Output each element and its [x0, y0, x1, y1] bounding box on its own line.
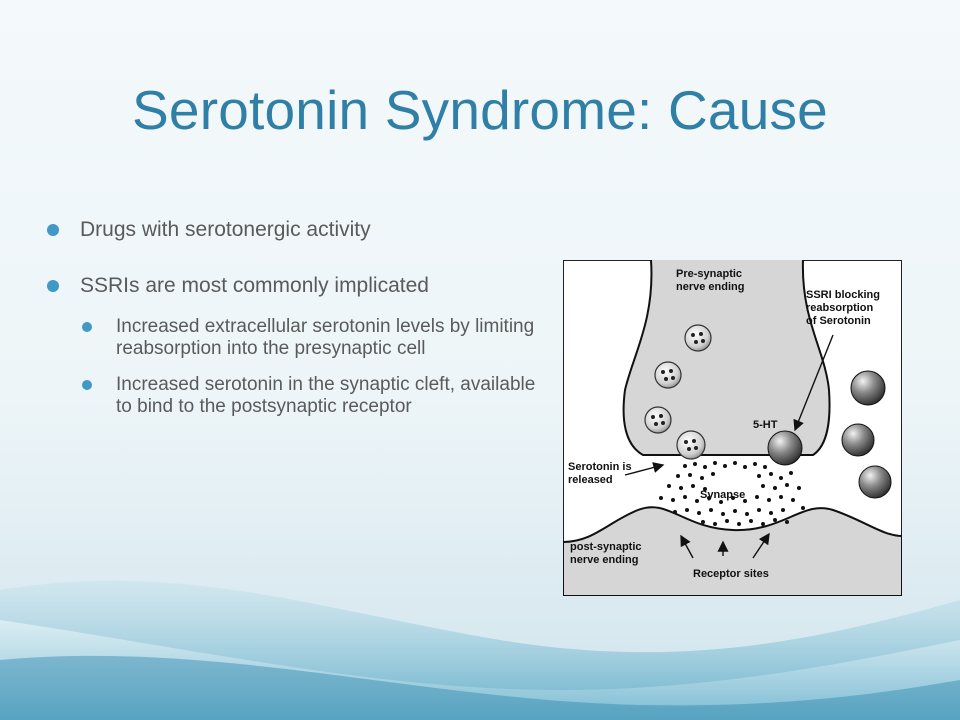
bullet-item	[44, 214, 544, 246]
sub-bullet-item	[80, 316, 544, 360]
label-5ht: 5-HT	[753, 419, 778, 431]
label-presynaptic: nerve ending	[676, 281, 745, 293]
bullet-dot-icon	[82, 322, 92, 332]
label-ssri: reabsorption	[806, 302, 874, 314]
label-presynaptic: Pre-synaptic	[676, 268, 743, 280]
label-released: Serotonin is	[568, 461, 632, 473]
slide-title: Serotonin Syndrome: Cause	[132, 79, 828, 141]
sub-bullet-text: Increased extracellular serotonin levels by limiting reabsorption into the presynaptic cell	[116, 316, 535, 359]
bullet-dot-icon	[82, 380, 92, 390]
bullet-list	[44, 214, 544, 418]
bullet-dot-icon	[47, 224, 59, 236]
label-released: released	[568, 474, 613, 486]
label-synapse: Synapse	[700, 489, 746, 501]
bullet-dot-icon	[47, 280, 59, 292]
bullet-text: Drugs with serotonergic activity	[80, 218, 371, 241]
bullet-item	[44, 270, 544, 302]
label-postsynaptic: post-synaptic	[570, 541, 642, 553]
label-postsynaptic: nerve ending	[570, 554, 639, 566]
sub-bullet-text: Increased serotonin in the synaptic cleft, available to bind to the postsynaptic receptor	[116, 374, 536, 417]
label-ssri: SSRI blocking	[806, 289, 880, 301]
label-receptor-sites: Receptor sites	[693, 568, 769, 580]
label-ssri: of Serotonin	[806, 315, 871, 327]
bullet-text: SSRIs are most commonly implicated	[80, 274, 429, 297]
synapse-diagram	[563, 260, 902, 596]
sub-bullet-item	[80, 374, 544, 418]
